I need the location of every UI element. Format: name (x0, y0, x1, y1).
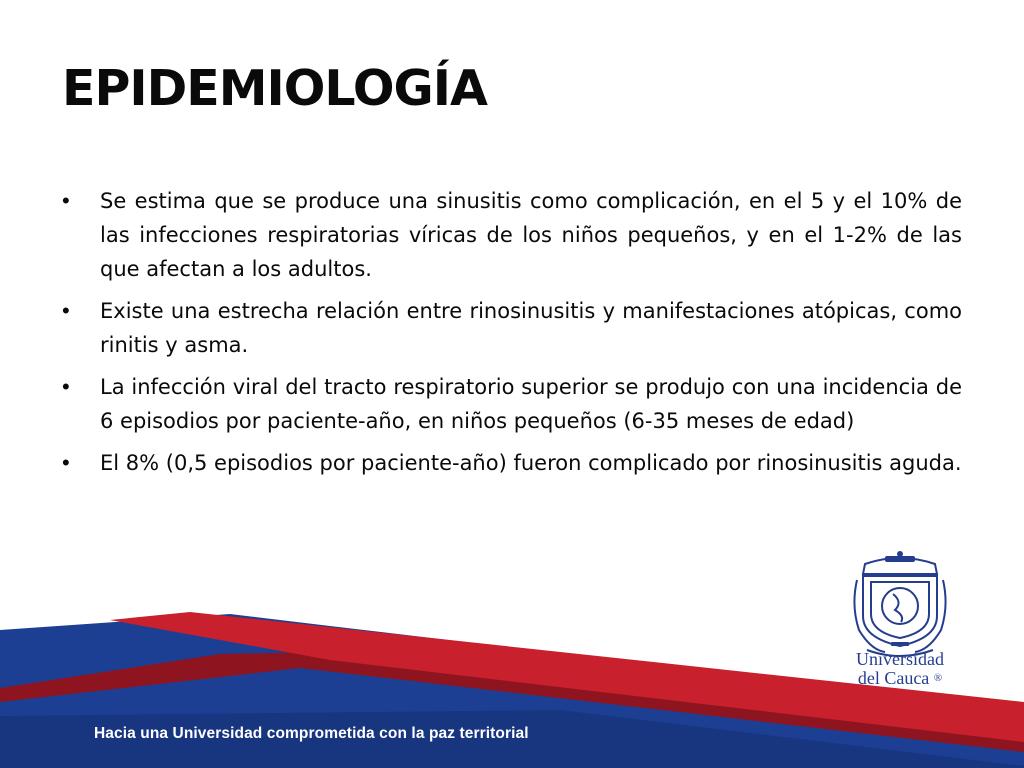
university-name-line1: Universidad (856, 649, 944, 669)
bullet-list (62, 184, 962, 488)
bullet-point-icon: • (62, 374, 70, 399)
university-name-line2-text: del Cauca (857, 668, 930, 688)
bullet-text: Se estima que se produce una sinusitis como complicación, en el 5 y el 10% de las infecciones respiratorias víricas de los niños pequeños, y en el 1-2% de las que afectan a los adultos. (100, 189, 962, 281)
bullet-item (62, 294, 962, 362)
bullet-text: La infección viral del tracto respiratorio superior se produjo con una incidencia de 6 episodios por paciente-año, en niños pequeños (6-35 meses de edad) (100, 375, 962, 433)
registered-mark: ® (933, 672, 943, 684)
bullet-item (62, 446, 962, 480)
bullet-point-icon: • (62, 298, 70, 323)
bullet-text: El 8% (0,5 episodios por paciente-año) fueron complicado por rinosinusitis aguda. (100, 451, 962, 475)
tagline: Hacia una Universidad comprometida con la paz territorial (94, 725, 529, 742)
bullet-point-icon: • (62, 188, 70, 213)
slide-title: EPIDEMIOLOGÍA (62, 60, 487, 117)
bullet-text: Existe una estrecha relación entre rinosinusitis y manifestaciones atópicas, como rinitis y asma. (100, 299, 962, 357)
bullet-point-icon: • (62, 450, 70, 475)
bullet-item (62, 184, 962, 286)
university-name-line2 (845, 669, 955, 688)
university-name (845, 650, 955, 688)
bullet-item (62, 370, 962, 438)
